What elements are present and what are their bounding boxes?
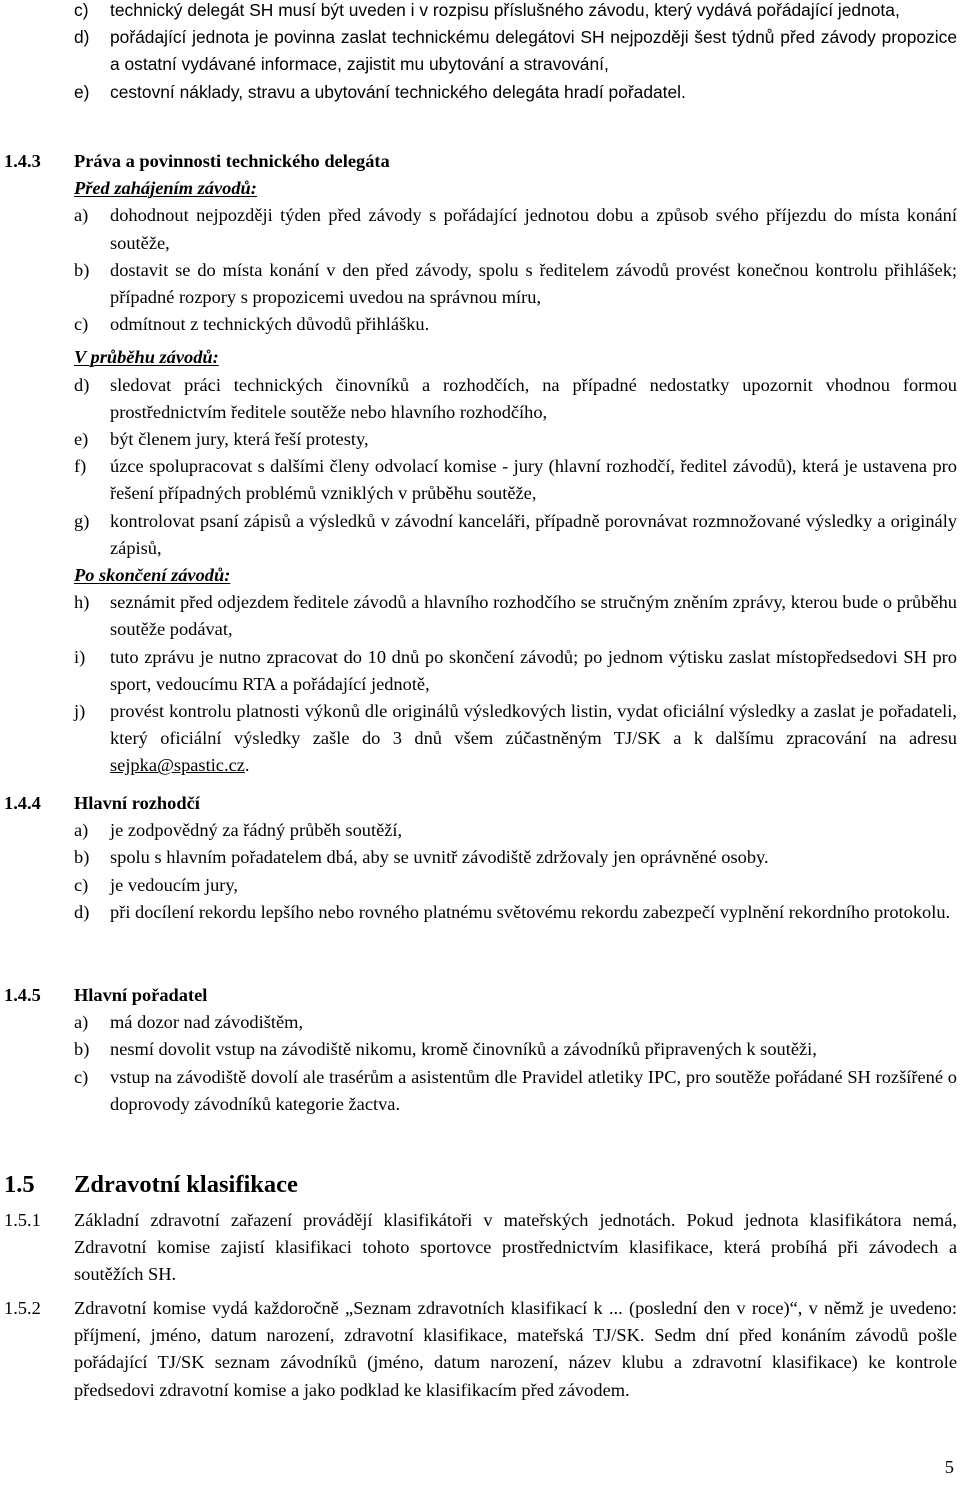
list-item-h xyxy=(0,589,960,643)
list-item-d xyxy=(0,372,960,426)
section-number: 1.4.4 xyxy=(4,793,41,813)
list-item-d xyxy=(0,899,960,926)
item-label: f) xyxy=(74,456,87,477)
item-text: dostavit se do místa konání v den před závody, spolu s ředitelem závodů provést konečnou kontrolu přihlášek; případné rozpory s propozicemi uvedou na správnou míru, xyxy=(110,259,957,308)
item-text: seznámit před odjezdem ředitele závodů a hlavního rozhodčího se stručným zněním zprávy, kterou bude o průběhu soutěže podávat, xyxy=(110,592,957,640)
item-label: d) xyxy=(74,374,90,395)
item-text: je vedoucím jury, xyxy=(110,874,239,895)
section-number: 1.5.1 xyxy=(4,1210,41,1230)
list-item-c xyxy=(0,872,960,899)
list-item-f xyxy=(0,453,960,507)
section-title: Hlavní rozhodčí xyxy=(74,793,200,813)
paragraph-text: Základní zdravotní zařazení provádějí klasifikátoři v mateřských jednotách. Pokud jednota klasifikátora nemá, Zdravotní komise zajistí klasifikaci tohoto sportovce prostřednictvím klasifikace, která probíhá při závodech a soutěžích SH. xyxy=(74,1210,957,1285)
list-item-j xyxy=(0,698,960,780)
item-text: být členem jury, která řeší protesty, xyxy=(110,429,369,450)
list-item-d xyxy=(0,24,960,78)
item-text: úzce spolupracovat s dalšími členy odvolací komise - jury (hlavní rozhodčí, ředitel závodů), která je ustavena pro řešení případných problémů vzniklých v průběhu soutěže, xyxy=(110,456,957,504)
list-item-a xyxy=(0,817,960,844)
item-text: má dozor nad závodištěm, xyxy=(110,1012,304,1033)
item-text: odmítnout z technických důvodů přihlášku. xyxy=(110,314,430,335)
item-text: cestovní náklady, stravu a ubytování technického delegáta hradí pořadatel. xyxy=(110,81,686,102)
list-item-e xyxy=(0,426,960,453)
item-text: při docílení rekordu lepšího nebo rovného platnému světovému rekordu zabezpečí vyplnění rekordního protokolu. xyxy=(110,901,951,922)
item-label: g) xyxy=(74,510,90,531)
item-label: j) xyxy=(74,701,86,722)
list-item-g xyxy=(0,508,960,562)
item-label: c) xyxy=(74,0,89,20)
item-text: technický delegát SH musí být uveden i v rozpisu příslušného závodu, který vydává pořádající jednota, xyxy=(110,0,900,20)
item-label: d) xyxy=(74,27,90,48)
list-item-c xyxy=(0,0,960,24)
item-text: provést kontrolu platnosti výkonů dle originálů výsledkových listin, vydat oficiální výsledky a zaslat je pořadateli, který oficiální výsledky zašle do 3 dnů všem zúčastněným TJ/SK a k dalšímu zpracování na adresu xyxy=(110,701,957,749)
item-text: tuto zprávu je nutno zpracovat do 10 dnů po skončení závodů; po jednom výtisku zaslat místopředsedovi SH pro sport, vedoucímu RTA a pořádající jednotě, xyxy=(110,646,957,694)
item-text: nesmí dovolit vstup na závodiště nikomu, kromě činovníků a závodníků připravených k soutěži, xyxy=(110,1039,817,1060)
section-heading xyxy=(0,982,960,1009)
section-title: Práva a povinnosti technického delegáta xyxy=(74,151,390,171)
item-label: c) xyxy=(74,874,89,895)
paragraph-1-5-1 xyxy=(0,1207,960,1289)
item-label: d) xyxy=(74,901,90,922)
list-item-c xyxy=(0,311,960,338)
item-label: c) xyxy=(74,1066,89,1087)
section-number: 1.5.2 xyxy=(4,1298,41,1318)
list-item-b xyxy=(0,257,960,311)
item-label: c) xyxy=(74,314,89,335)
top-list xyxy=(0,0,960,106)
paragraph-1-5-2 xyxy=(0,1295,960,1404)
list-item-b xyxy=(0,844,960,871)
item-label: h) xyxy=(74,592,90,613)
list-item-c xyxy=(0,1064,960,1118)
section-number: 1.4.3 xyxy=(4,151,41,171)
item-text: sledovat práci technických činovníků a rozhodčích, na případné nedostatky upozornit vhodnou formou prostřednictvím ředitele soutěže nebo hlavního rozhodčího, xyxy=(110,374,957,422)
subheading-during: V průběhu závodů: xyxy=(74,347,219,368)
paragraph-text: Zdravotní komise vydá každoročně „Seznam zdravotních klasifikací k ... (poslední den v roce)“, v němž je uvedeno: příjmení, jméno, datum narození, zdravotní klasifikace, mateřská TJ/SK. Sedm dní před konáním závodů pošle pořádající TJ/SK seznam závodníků (jméno, datum narození, název klubu a zdravotní klasifikace) ke kontrole předsedovi zdravotní komise a jako podklad ke klasifikacím před závodem. xyxy=(74,1298,957,1400)
item-label: i) xyxy=(74,646,86,667)
subheading-before: Před zahájením závodů: xyxy=(74,178,257,199)
item-label: b) xyxy=(74,259,90,280)
item-label: e) xyxy=(74,81,90,102)
section-1-4-4 xyxy=(0,790,960,926)
email-link[interactable]: sejpka@spastic.cz xyxy=(110,755,245,776)
section-heading xyxy=(0,790,960,817)
list-item-a xyxy=(0,202,960,256)
section-title: Hlavní pořadatel xyxy=(74,985,208,1005)
item-text: spolu s hlavním pořadatelem dbá, aby se uvnitř závodiště zdržovaly jen oprávněné osoby. xyxy=(110,847,769,868)
section-1-4-3 xyxy=(0,148,960,780)
item-label: b) xyxy=(74,847,90,868)
list-item-b xyxy=(0,1036,960,1063)
section-number: 1.5 xyxy=(4,1171,35,1198)
item-label: a) xyxy=(74,1012,89,1033)
item-text: je zodpovědný za řádný průběh soutěží, xyxy=(110,820,403,841)
subheading-after: Po skončení závodů: xyxy=(74,565,231,586)
list-item-a xyxy=(0,1009,960,1036)
page-number: 5 xyxy=(944,1457,954,1477)
item-label: e) xyxy=(74,429,89,450)
item-text: vstup na závodiště dovolí ale trasérům a asistentům dle Pravidel atletiky IPC, pro soutěže pořádané SH rozšířené o doprovody závodníků kategorie žactva. xyxy=(110,1066,957,1114)
item-label: a) xyxy=(74,205,89,226)
section-title: Zdravotní klasifikace xyxy=(74,1171,298,1198)
list-item-e xyxy=(0,79,960,106)
section-number: 1.4.5 xyxy=(4,985,41,1005)
section-heading-1-5 xyxy=(0,1170,960,1200)
item-label: b) xyxy=(74,1039,90,1060)
item-label: a) xyxy=(74,820,89,841)
item-text: kontrolovat psaní zápisů a výsledků v závodní kanceláři, případně porovnávat rozmnožované výsledky a originály zápisů, xyxy=(110,510,957,558)
item-text: pořádající jednota je povinna zaslat technickému delegátovi SH nejpozději šest týdnů před závody propozice a ostatní vydávané informace, zajistit mu ubytování a stravování, xyxy=(110,27,957,75)
item-text: dohodnout nejpozději týden před závody s pořádající jednotou dobu a způsob svého příjezdu do místa konání soutěže, xyxy=(110,205,957,253)
section-1-4-5 xyxy=(0,982,960,1118)
item-text-end: . xyxy=(244,755,250,776)
section-heading xyxy=(0,148,960,175)
list-item-i xyxy=(0,644,960,698)
